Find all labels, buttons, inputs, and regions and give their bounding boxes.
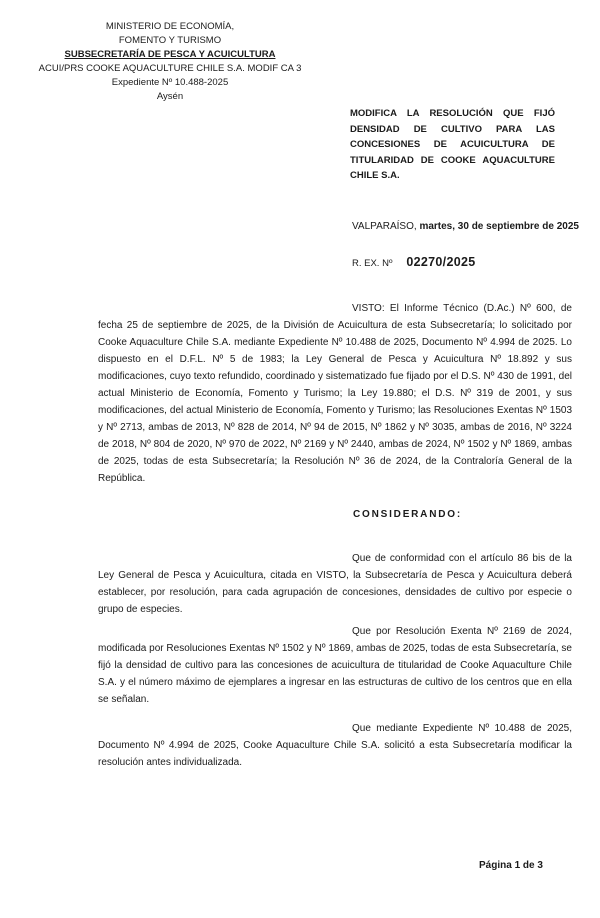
considerando-paragraph-3: Que mediante Expediente Nº 10.488 de 2025, Documento Nº 4.994 de 2025, Cooke Aquaculture Chile S.A. solicitó a esta Subsecretaría modificar la resolución antes individualizada. bbox=[98, 723, 572, 768]
reference-line: ACUI/PRS COOKE AQUACULTURE CHILE S.A. MODIF CA 3 bbox=[38, 63, 302, 74]
region-line: Aysén bbox=[156, 91, 184, 102]
resolution-number-label: R. EX. Nº bbox=[352, 258, 393, 269]
resolution-title: MODIFICA LA RESOLUCIÓN QUE FIJÓ DENSIDAD DE CULTIVO PARA LAS CONCESIONES DE ACUICULTURA DE TITULARIDAD DE COOKE AQUACULTURE CHILE S.A. bbox=[350, 108, 555, 181]
considerando-heading: CONSIDERANDO: bbox=[353, 509, 462, 520]
ministry-line-1: MINISTERIO DE ECONOMÍA, bbox=[105, 21, 235, 32]
page-number-indicator: Página 1 de 3 bbox=[479, 860, 543, 871]
subsecretaria-line: SUBSECRETARÍA DE PESCA Y ACUICULTURA bbox=[64, 49, 276, 60]
dateline bbox=[352, 221, 592, 232]
visto-paragraph: VISTO: El Informe Técnico (D.Ac.) Nº 600, de fecha 25 de septiembre de 2025, de la División de Acuicultura de esta Subsecretaría; lo solicitado por Cooke Aquaculture Chile S.A. mediante Expediente Nº 10.488 de 2025, Documento Nº 4.994 de 2025. Lo dispuesto en el D.F.L. Nº 5 de 1983; la Ley General de Pesca y Acuicultura Nº 18.892 y sus modificaciones, cuyo texto refundido, coordinado y sistematizado fue fijado por el D.S. Nº 430 de 1991, del actual Ministerio de Economía, Fomento y Turismo; la Ley 19.880; el D.S. Nº 319 de 2001, y sus modificaciones, del actual Ministerio de Economía, Fomento y Turismo; las Resoluciones Exentas Nº 1503 y Nº 2713, ambas de 2013, Nº 828 de 2014, Nº 94 de 2015, Nº 1862 y Nº 3035, ambas de 2016, Nº 3224 de 2018, Nº 804 de 2020, Nº 970 de 2022, Nº 2169 y Nº 2440, ambas de 2024, Nº 1502 y Nº 1869, ambas de 2025, todas de esta Subsecretaría; la Resolución Nº 36 de 2024, de la Contraloría General de la República. bbox=[98, 303, 572, 484]
resolution-number-row bbox=[352, 255, 572, 269]
dateline-city: VALPARAÍSO, bbox=[352, 221, 420, 232]
resolution-number-value: 02270/2025 bbox=[406, 255, 476, 269]
expediente-line: Expediente Nº 10.488-2025 bbox=[111, 77, 229, 88]
dateline-date: martes, 30 de septiembre de 2025 bbox=[419, 221, 579, 232]
ministry-line-2: FOMENTO Y TURISMO bbox=[118, 35, 222, 46]
considerando-paragraph-1: Que de conformidad con el artículo 86 bis de la Ley General de Pesca y Acuicultura, citada en VISTO, la Subsecretaría de Pesca y Acuicultura deberá establecer, por resolución, para cada agrupación de concesiones, densidades de cultivo por especie o grupo de especies. bbox=[98, 553, 572, 615]
considerando-paragraph-2: Que por Resolución Exenta Nº 2169 de 2024, modificada por Resoluciones Exentas Nº 1502 y Nº 1869, ambas de 2025, todas de esta Subsecretaría, se fijó la densidad de cultivo para las concesiones de acuicultura de titularidad de Cooke Aquaculture Chile S.A. y el número máximo de ejemplares a ingresar en las estructuras de cultivo de los centros que en ella se señalan. bbox=[98, 626, 572, 705]
letterhead bbox=[28, 20, 312, 104]
